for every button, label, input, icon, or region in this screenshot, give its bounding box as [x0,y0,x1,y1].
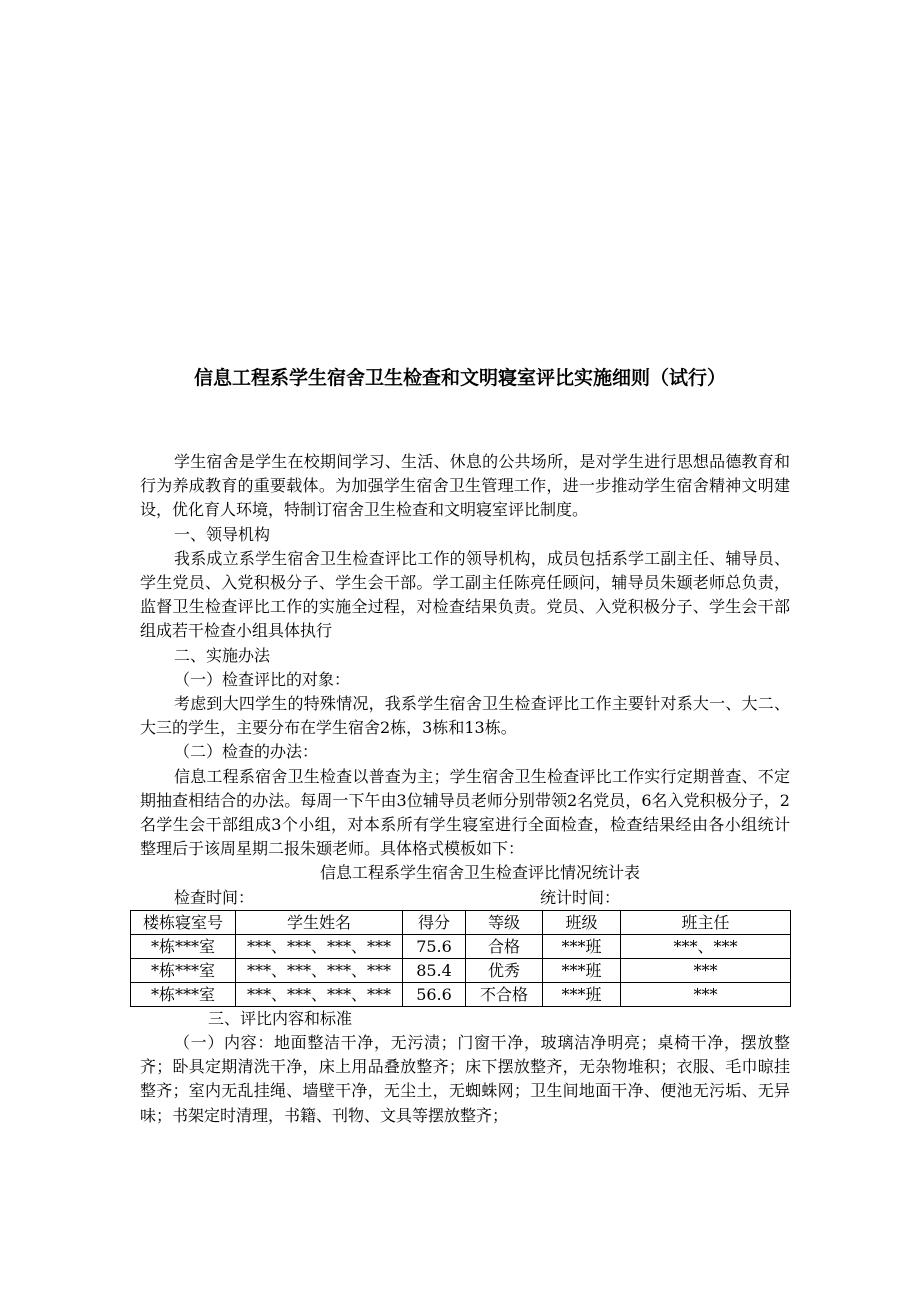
time-row [140,886,790,910]
table-cell: *** [621,958,791,982]
table-cell: 56.6 [403,982,466,1006]
sub2-heading: （二）检查的办法： [174,742,319,762]
stat-time-label: 统计时间： [540,887,621,907]
table-cell: 不合格 [466,982,543,1006]
table-caption: 信息工程系学生宿舍卫生检查评比情况统计表 [319,863,640,883]
table-header: 等级 [466,910,543,934]
table-row [131,934,791,958]
sub1-paragraph: 考虑到大四学生的特殊情况，我系学生宿舍卫生检查评比工作主要针对系大一、大二、大三的学生，主要分布在学生宿舍2栋，3栋和13栋。 [140,694,790,738]
table-cell: 75.6 [403,934,466,958]
table-header: 班主任 [621,910,791,934]
check-time-label: 检查时间： [174,887,255,907]
section3-heading: 三、评比内容和标准 [208,1008,353,1028]
table-cell: 合格 [466,934,543,958]
table-cell: *栋***室 [131,934,236,958]
table-header: 学生姓名 [236,910,403,934]
table-row [131,982,791,1006]
document-body [140,450,790,1128]
sub3-paragraph: （一）内容：地面整洁干净，无污渍；门窗干净，玻璃洁净明亮；桌椅干净，摆放整齐；卧具定期清洗干净，床上用品叠放整齐；床下摆放整齐，无杂物堆积；衣服、毛巾晾挂整齐；室内无乱挂绳、墙壁干净，无尘土，无蜘蛛网；卫生间地面干净、便池无污垢、无异味；书架定时清理，书籍、刊物、文具等摆放整齐； [140,1033,790,1125]
table-cell: *栋***室 [131,958,236,982]
table-cell: ***、*** [621,934,791,958]
section1-paragraph: 我系成立系学生宿舍卫生检查评比工作的领导机构，成员包括系学工副主任、辅导员、学生党员、入党积极分子、学生会干部。学工副主任陈亮任顾问，辅导员朱颋老师总负责，监督卫生检查评比工作的实施全过程，对检查结果负责。党员、入党积极分子、学生会干部组成若干检查小组具体执行 [140,548,790,641]
intro-paragraph: 学生宿舍是学生在校期间学习、生活、休息的公共场所，是对学生进行思想品德教育和行为养成教育的重要载体。为加强学生宿舍卫生管理工作，进一步推动学生宿舍精神文明建设，优化育人环境，特制订宿舍卫生检查和文明寝室评比制度。 [140,452,790,520]
table-cell: 优秀 [466,958,543,982]
table-cell: *栋***室 [131,982,236,1006]
table-cell: ***、***、***、*** [236,958,403,982]
table-cell: *** [621,982,791,1006]
table-row [131,958,791,982]
sub2-paragraph: 信息工程系宿舍卫生检查以普查为主；学生宿舍卫生检查评比工作实行定期普查、不定期抽查相结合的办法。每周一下午由3位辅导员老师分别带领2名党员，6名入党积极分子，2名学生会干部组成3个小组，对本系所有学生寝室进行全面检查，检查结果经由各小组统计整理后于该周星期二报朱颋老师。具体格式模板如下： [140,766,790,859]
table-cell: 85.4 [403,958,466,982]
document-title: 信息工程系学生宿舍卫生检查和文明寝室评比实施细则（试行） [193,367,726,389]
table-header: 楼栋寝室号 [131,910,236,934]
table-header-row [131,910,791,934]
table-cell: ***、***、***、*** [236,934,403,958]
table-cell: ***班 [543,982,621,1006]
sub1-heading: （一）检查评比的对象： [174,669,351,689]
table-cell: ***班 [543,934,621,958]
section2-heading: 二、实施办法 [174,645,271,665]
table-cell: ***班 [543,958,621,982]
statistics-table [130,910,791,1007]
table-cell: ***、***、***、*** [236,982,403,1006]
table-header: 得分 [403,910,466,934]
section1-heading: 一、领导机构 [174,524,271,544]
table-header: 班级 [543,910,621,934]
